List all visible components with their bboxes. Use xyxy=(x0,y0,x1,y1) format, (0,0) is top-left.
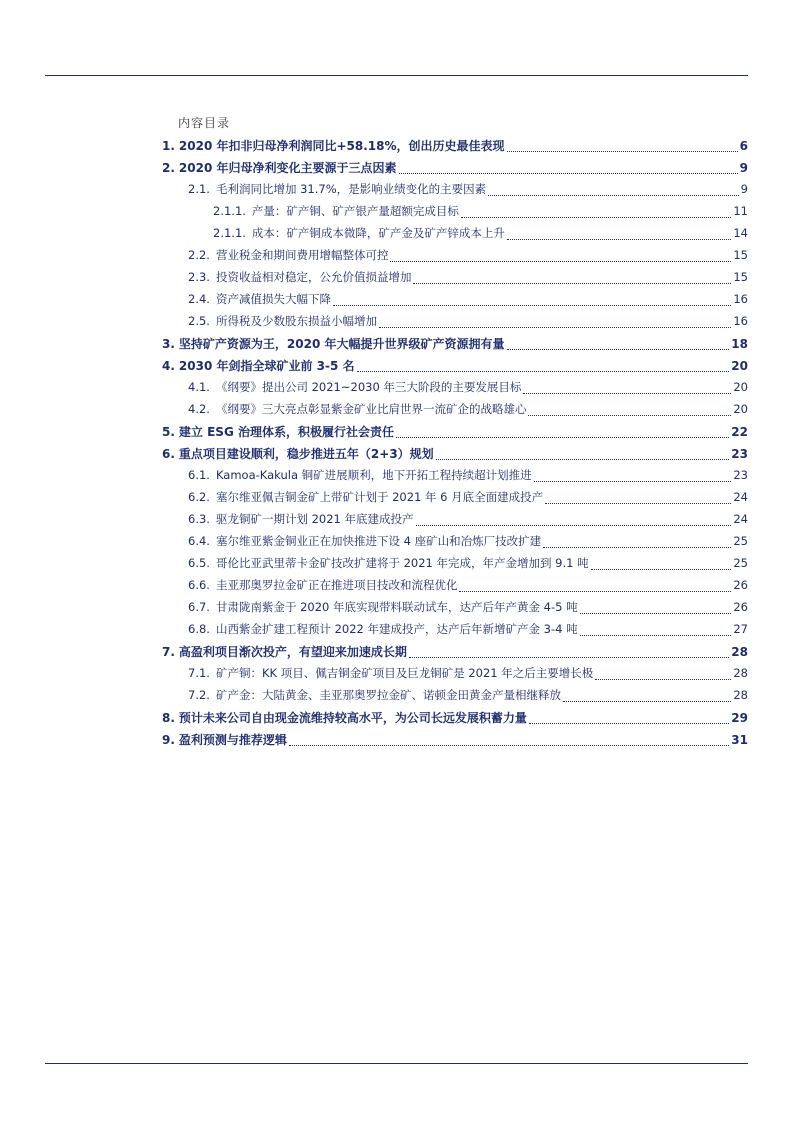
toc-entry-page: 20 xyxy=(733,402,748,416)
toc-entry-number: 6.2. xyxy=(188,490,210,504)
toc-entry-page: 16 xyxy=(733,292,748,306)
toc-entry[interactable] xyxy=(188,269,748,289)
toc-entry-number: 2.1.1. xyxy=(213,226,246,240)
toc-entry[interactable] xyxy=(162,137,748,157)
toc-entry-page: 9 xyxy=(739,161,748,175)
toc-entry-title: 矿产铜：KK 项目、佩吉铜金矿项目及巨龙铜矿是 2021 年之后主要增长极 xyxy=(215,666,594,680)
dot-leader xyxy=(507,150,738,152)
toc-entry-page: 24 xyxy=(733,512,748,526)
toc-entry[interactable] xyxy=(188,687,748,707)
toc-entry-number: 6.8. xyxy=(188,622,210,636)
dot-leader xyxy=(396,436,729,438)
toc-entry-page: 25 xyxy=(733,556,748,570)
toc-entry[interactable] xyxy=(213,225,748,245)
toc-entry[interactable] xyxy=(162,357,748,377)
toc-entry-number: 2.5. xyxy=(188,314,210,328)
toc-heading: 内容目录 xyxy=(178,116,231,130)
dot-leader xyxy=(591,568,732,570)
toc-entry-number: 2.3. xyxy=(188,270,210,284)
toc-entry-title: 营业税金和期间费用增幅整体可控 xyxy=(215,248,389,262)
toc-entry-number: 2.2. xyxy=(188,248,210,262)
toc-entry-number: 6.6. xyxy=(188,578,210,592)
toc-entry-number: 6.3. xyxy=(188,512,210,526)
dot-leader xyxy=(409,656,729,658)
dot-leader xyxy=(436,458,730,460)
toc-entry-page: 23 xyxy=(731,447,748,461)
toc-entry[interactable] xyxy=(188,511,748,531)
toc-entry[interactable] xyxy=(188,181,748,201)
toc-entry-title: 山西紫金扩建工程预计 2022 年建成投产，达产后年新增矿产金 3-4 吨 xyxy=(215,622,578,636)
toc-entry-title: Kamoa-Kakula 铜矿进展顺利，地下开拓工程持续超计划推进 xyxy=(215,468,532,482)
toc-entry-title: 塞尔维亚紫金铜业正在加快推进下设 4 座矿山和冶炼厂技改扩建 xyxy=(215,534,542,548)
dot-leader xyxy=(507,348,730,350)
dot-leader xyxy=(523,392,731,394)
toc-entry-number: 6.5. xyxy=(188,556,210,570)
toc-entry-page: 31 xyxy=(731,733,748,747)
toc-entry-title: 资产减值损失大幅下降 xyxy=(215,292,331,306)
toc-entry[interactable] xyxy=(162,423,748,443)
toc-entry-title: 成本：矿产铜成本微降，矿产金及矿产锌成本上升 xyxy=(251,226,505,240)
toc-entry-page: 24 xyxy=(733,490,748,504)
dot-leader xyxy=(534,480,732,482)
toc-entry[interactable] xyxy=(188,599,748,619)
toc-entry[interactable] xyxy=(188,555,748,575)
dot-leader xyxy=(488,194,739,196)
dot-leader xyxy=(399,172,738,174)
dot-leader xyxy=(416,524,732,526)
footer-rule xyxy=(45,1063,748,1064)
toc-entry-title: 所得税及少数股东损益小幅增加 xyxy=(215,314,377,328)
toc-entry-number: 2.1.1. xyxy=(213,204,246,218)
toc-entry-page: 9 xyxy=(740,182,748,196)
toc-entry-page: 16 xyxy=(733,314,748,328)
dot-leader xyxy=(595,678,731,680)
dot-leader xyxy=(333,304,731,306)
toc-entry[interactable] xyxy=(213,203,748,223)
toc-entry[interactable] xyxy=(162,445,748,465)
toc-entry-title: 《纲要》三大亮点彰显紫金矿业比肩世界一流矿企的战略雄心 xyxy=(215,402,527,416)
toc-entry-page: 28 xyxy=(731,645,748,659)
toc-entry-title: 产量：矿产铜、矿产银产量超额完成目标 xyxy=(251,204,459,218)
toc-entry-number: 7.1. xyxy=(188,666,210,680)
dot-leader xyxy=(507,238,731,240)
toc-entry-page: 6 xyxy=(739,139,748,153)
toc-entry[interactable] xyxy=(188,577,748,597)
toc-entry[interactable] xyxy=(188,621,748,641)
toc-entry[interactable] xyxy=(188,313,748,333)
toc-entry-title: 投资收益相对稳定，公允价值损益增加 xyxy=(215,270,412,284)
dot-leader xyxy=(357,370,730,372)
toc-entry-page: 18 xyxy=(731,337,748,351)
toc-entry-page: 26 xyxy=(733,600,748,614)
toc-entry-number: 4.1. xyxy=(188,380,210,394)
toc-entry-title: 哥伦比亚武里蒂卡金矿技改扩建将于 2021 年完成，年产金增加到 9.1 吨 xyxy=(215,556,589,570)
toc-entry-title: 建立 ESG 治理体系，积极履行社会责任 xyxy=(178,425,394,439)
toc-entry-page: 26 xyxy=(733,578,748,592)
toc-entry-page: 28 xyxy=(733,688,748,702)
toc-entry-title: 预计未来公司自由现金流维持较高水平，为公司长远发展积蓄力量 xyxy=(178,711,527,725)
dot-leader xyxy=(529,722,729,724)
toc-entry-title: 2020 年归母净利变化主要源于三点因素 xyxy=(178,161,397,175)
toc-entry-page: 28 xyxy=(733,666,748,680)
toc-entry-page: 25 xyxy=(733,534,748,548)
toc-entry[interactable] xyxy=(162,335,748,355)
toc-entry-page: 29 xyxy=(731,711,748,725)
toc-entry[interactable] xyxy=(188,247,748,267)
toc-entry-page: 14 xyxy=(733,226,748,240)
toc-entry-page: 22 xyxy=(731,425,748,439)
toc-entry-number: 9. xyxy=(162,733,175,747)
toc-entry-title: 高盈利项目渐次投产，有望迎来加速成长期 xyxy=(178,645,407,659)
toc-entry-number: 6.1. xyxy=(188,468,210,482)
toc-entry-number: 7.2. xyxy=(188,688,210,702)
toc-entry-number: 2. xyxy=(162,161,175,175)
dot-leader xyxy=(528,414,731,416)
toc-entry[interactable] xyxy=(188,533,748,553)
toc-entry-page: 11 xyxy=(733,204,748,218)
toc-entry-title: 圭亚那奥罗拉金矿正在推进项目技改和流程优化 xyxy=(215,578,458,592)
dot-leader xyxy=(459,590,731,592)
toc-entry-title: 坚持矿产资源为王，2020 年大幅提升世界级矿产资源拥有量 xyxy=(178,337,505,351)
toc-entry-number: 5. xyxy=(162,425,175,439)
toc-entry[interactable] xyxy=(188,665,748,685)
toc-entry[interactable] xyxy=(162,709,748,729)
toc-entry-page: 15 xyxy=(733,270,748,284)
toc-entry[interactable] xyxy=(162,159,748,179)
dot-leader xyxy=(563,700,731,702)
dot-leader xyxy=(390,260,731,262)
toc-entry-number: 6.7. xyxy=(188,600,210,614)
toc-entry-title: 塞尔维亚佩吉铜金矿上带矿计划于 2021 年 6 月底全面建成投产 xyxy=(215,490,544,504)
toc-entry-title: 2020 年扣非归母净利润同比+58.18%，创出历史最佳表现 xyxy=(178,139,505,153)
toc-entry[interactable] xyxy=(188,291,748,311)
dot-leader xyxy=(580,634,732,636)
dot-leader xyxy=(545,502,731,504)
toc-entry-title: 盈利预测与推荐逻辑 xyxy=(178,733,287,747)
toc-entry-page: 23 xyxy=(733,468,748,482)
toc-entry-number: 1. xyxy=(162,139,175,153)
dot-leader xyxy=(543,546,731,548)
toc-entry-number: 3. xyxy=(162,337,175,351)
dot-leader xyxy=(289,744,729,746)
toc-entry-number: 4. xyxy=(162,359,175,373)
toc-entry-number: 2.1. xyxy=(188,182,210,196)
toc-entry-number: 8. xyxy=(162,711,175,725)
header-rule xyxy=(45,75,748,76)
toc-entry-number: 4.2. xyxy=(188,402,210,416)
toc-entry[interactable] xyxy=(188,379,748,399)
toc-entry-title: 甘肃陇南紫金于 2020 年底实现带料联动试车，达产后年产黄金 4-5 吨 xyxy=(215,600,578,614)
toc-entry[interactable] xyxy=(162,643,748,663)
toc-entry[interactable] xyxy=(188,467,748,487)
dot-leader xyxy=(580,612,732,614)
toc-entry-number: 6. xyxy=(162,447,175,461)
toc-entry[interactable] xyxy=(188,489,748,509)
toc-entry-page: 27 xyxy=(733,622,748,636)
toc-entry-title: 毛利润同比增加 31.7%，是影响业绩变化的主要因素 xyxy=(215,182,487,196)
dot-leader xyxy=(379,326,731,328)
toc-entry[interactable] xyxy=(188,401,748,421)
toc-entry-page: 15 xyxy=(733,248,748,262)
dot-leader xyxy=(461,216,731,218)
toc-entry-number: 2.4. xyxy=(188,292,210,306)
toc-entry-title: 《纲要》提出公司 2021~2030 年三大阶段的主要发展目标 xyxy=(215,380,522,394)
dot-leader xyxy=(413,282,731,284)
toc-entry-page: 20 xyxy=(733,380,748,394)
toc-entry-title: 矿产金：大陆黄金、圭亚那奥罗拉金矿、诺顿金田黄金产量相继释放 xyxy=(215,688,561,702)
toc-entry-number: 6.4. xyxy=(188,534,210,548)
toc-entry[interactable] xyxy=(162,731,748,751)
toc-entry-number: 7. xyxy=(162,645,175,659)
toc-entry-title: 重点项目建设顺利，稳步推进五年（2+3）规划 xyxy=(178,447,434,461)
toc-entry-title: 驱龙铜矿一期计划 2021 年底建成投产 xyxy=(215,512,414,526)
toc-entry-page: 20 xyxy=(731,359,748,373)
toc-entry-title: 2030 年剑指全球矿业前 3-5 名 xyxy=(178,359,355,373)
